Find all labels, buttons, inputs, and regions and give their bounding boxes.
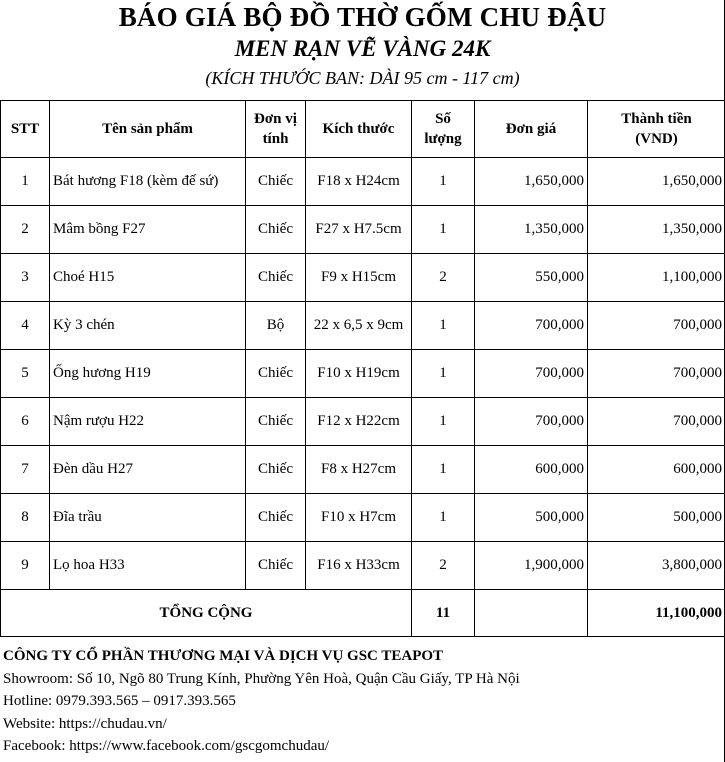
table-row — [1, 158, 725, 206]
row-size: F10 x H7cm — [306, 494, 412, 542]
row-size: 22 x 6,5 x 9cm — [306, 302, 412, 350]
table-row — [1, 302, 725, 350]
row-product-name: Đèn dầu H27 — [50, 446, 246, 494]
company-contact-block — [3, 645, 520, 758]
row-size: F9 x H15cm — [306, 254, 412, 302]
table-header-row — [1, 101, 725, 158]
facebook: Facebook: https://www.facebook.com/gscgomchudau/ — [3, 738, 330, 754]
table-row — [1, 206, 725, 254]
row-unit: Chiếc — [246, 494, 306, 542]
row-size: F10 x H19cm — [306, 350, 412, 398]
total-row — [1, 590, 725, 637]
row-product-name: Mâm bồng F27 — [50, 206, 246, 254]
document-title: BÁO GIÁ BỘ ĐỒ THỜ GỐM CHU ĐẬU — [118, 2, 607, 32]
row-product-name: Ống hương H19 — [50, 350, 246, 398]
row-quantity: 2 — [412, 542, 475, 590]
row-quantity: 1 — [412, 494, 475, 542]
row-unit: Chiếc — [246, 158, 306, 206]
row-unit: Chiếc — [246, 446, 306, 494]
col-header-size: Kích thước — [306, 101, 412, 158]
row-unit: Chiếc — [246, 254, 306, 302]
row-unit: Chiếc — [246, 350, 306, 398]
row-line-total: 500,000 — [588, 494, 725, 542]
row-stt: 7 — [1, 446, 50, 494]
table-row — [1, 398, 725, 446]
row-unit-price: 700,000 — [475, 350, 588, 398]
row-unit-price: 1,900,000 — [475, 542, 588, 590]
row-product-name: Kỳ 3 chén — [50, 302, 246, 350]
row-product-name: Lọ hoa H33 — [50, 542, 246, 590]
row-line-total: 700,000 — [588, 302, 725, 350]
row-size: F27 x H7.5cm — [306, 206, 412, 254]
row-stt: 1 — [1, 158, 50, 206]
row-stt: 8 — [1, 494, 50, 542]
row-product-name: Nậm rượu H22 — [50, 398, 246, 446]
row-product-name: Choé H15 — [50, 254, 246, 302]
col-header-total: Thành tiền (VND) — [588, 101, 725, 158]
price-table — [0, 100, 725, 637]
row-unit-price: 500,000 — [475, 494, 588, 542]
row-line-total: 1,350,000 — [588, 206, 725, 254]
row-size: F12 x H22cm — [306, 398, 412, 446]
row-line-total: 1,100,000 — [588, 254, 725, 302]
table-size-note: (KÍCH THƯỚC BAN: DÀI 95 cm - 117 cm) — [205, 68, 520, 88]
row-unit: Chiếc — [246, 542, 306, 590]
row-quantity: 1 — [412, 446, 475, 494]
row-quantity: 1 — [412, 398, 475, 446]
total-quantity: 11 — [412, 590, 475, 637]
table-row — [1, 446, 725, 494]
row-product-name: Đĩa trầu — [50, 494, 246, 542]
table-row — [1, 254, 725, 302]
row-stt: 6 — [1, 398, 50, 446]
row-unit: Bộ — [246, 302, 306, 350]
row-quantity: 1 — [412, 350, 475, 398]
col-header-stt: STT — [1, 101, 50, 158]
row-size: F18 x H24cm — [306, 158, 412, 206]
row-unit-price: 600,000 — [475, 446, 588, 494]
grand-total: 11,100,000 — [588, 590, 725, 637]
total-empty-cell — [475, 590, 588, 637]
row-stt: 9 — [1, 542, 50, 590]
row-unit-price: 1,650,000 — [475, 158, 588, 206]
row-unit: Chiếc — [246, 398, 306, 446]
table-row — [1, 350, 725, 398]
row-unit-price: 700,000 — [475, 398, 588, 446]
total-label: TỔNG CỘNG — [1, 590, 412, 637]
row-stt: 5 — [1, 350, 50, 398]
row-quantity: 2 — [412, 254, 475, 302]
row-unit-price: 550,000 — [475, 254, 588, 302]
row-unit-price: 700,000 — [475, 302, 588, 350]
row-stt: 3 — [1, 254, 50, 302]
row-stt: 4 — [1, 302, 50, 350]
row-size: F8 x H27cm — [306, 446, 412, 494]
row-quantity: 1 — [412, 302, 475, 350]
row-line-total: 3,800,000 — [588, 542, 725, 590]
row-unit-price: 1,350,000 — [475, 206, 588, 254]
col-header-unit: Đơn vị tính — [246, 101, 306, 158]
document-subtitle: MEN RẠN VẼ VÀNG 24K — [234, 36, 491, 61]
hotline: Hotline: 0979.393.565 – 0917.393.565 — [3, 693, 236, 709]
col-header-price: Đơn giá — [475, 101, 588, 158]
website: Website: https://chudau.vn/ — [3, 715, 167, 732]
col-header-name: Tên sản phẩm — [50, 101, 246, 158]
row-product-name: Bát hương F18 (kèm đế sứ) — [50, 158, 246, 206]
row-line-total: 700,000 — [588, 350, 725, 398]
col-header-qty: Số lượng — [412, 101, 475, 158]
row-unit: Chiếc — [246, 206, 306, 254]
row-stt: 2 — [1, 206, 50, 254]
row-quantity: 1 — [412, 206, 475, 254]
row-line-total: 600,000 — [588, 446, 725, 494]
row-line-total: 1,650,000 — [588, 158, 725, 206]
row-quantity: 1 — [412, 158, 475, 206]
table-row — [1, 494, 725, 542]
showroom-address: Showroom: Số 10, Ngõ 80 Trung Kính, Phường Yên Hoà, Quận Cầu Giấy, TP Hà Nội — [3, 670, 520, 687]
row-line-total: 700,000 — [588, 398, 725, 446]
row-size: F16 x H33cm — [306, 542, 412, 590]
table-row — [1, 542, 725, 590]
company-name: CÔNG TY CỔ PHẦN THƯƠNG MẠI VÀ DỊCH VỤ GSC TEAPOT — [3, 648, 444, 664]
